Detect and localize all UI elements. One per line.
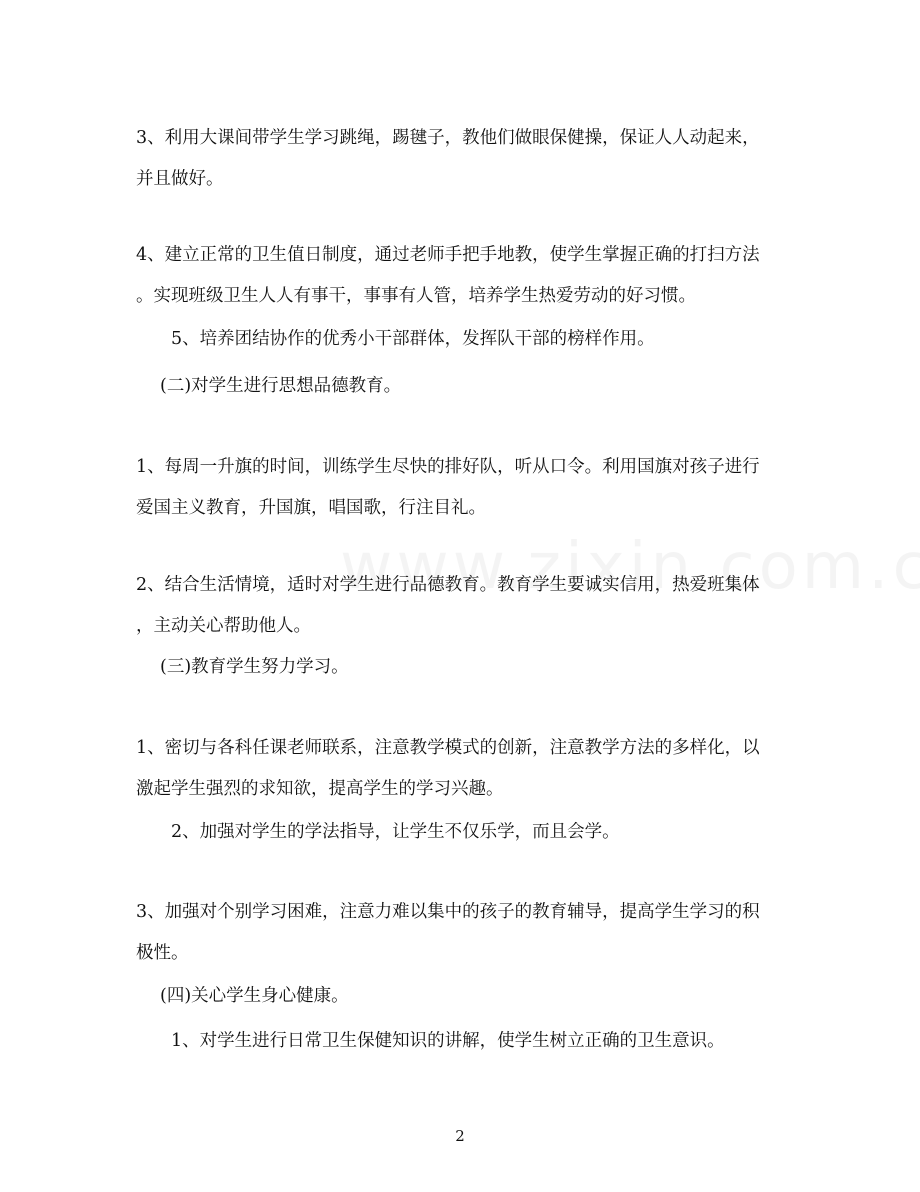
paragraph-line: ，主动关心帮助他人。 [136,616,311,636]
paragraph-line: 激起学生强烈的求知欲，提高学生的学习兴趣。 [136,779,504,799]
paragraph-line: 1、对学生进行日常卫生保健知识的讲解，使学生树立正确的卫生意识。 [171,1031,725,1051]
paragraph-line: 极性。 [136,943,189,963]
paragraph-line: 5、培养团结协作的优秀小干部群体，发挥队干部的榜样作用。 [171,329,655,349]
section-heading: (四)关心学生身心健康。 [160,986,349,1006]
paragraph-line: 1、密切与各科任课老师联系，注意教学模式的创新，注意教学方法的多样化，以 [136,738,760,758]
section-heading: (三)教育学生努力学习。 [160,657,349,677]
paragraph-line: 2、加强对学生的学法指导，让学生不仅乐学，而且会学。 [171,822,620,842]
section-heading: (二)对学生进行思想品德教育。 [160,376,402,396]
paragraph-line: 2、结合生活情境，适时对学生进行品德教育。教育学生要诚实信用，热爱班集体 [136,575,760,595]
page-number: 2 [455,1127,465,1145]
paragraph-line: 4、建立正常的卫生值日制度，通过老师手把手地教，使学生掌握正确的打扫方法 [136,245,760,265]
paragraph-line: 1、每周一升旗的时间，训练学生尽快的排好队，听从口令。利用国旗对孩子进行 [136,457,760,477]
paragraph-line: 。实现班级卫生人人有事干，事事有人管，培养学生热爱劳动的好习惯。 [136,286,696,306]
paragraph-line: 3、利用大课间带学生学习跳绳，踢毽子，教他们做眼保健操，保证人人动起来， [136,128,760,148]
paragraph-line: 3、加强对个别学习困难，注意力难以集中的孩子的教育辅导，提高学生学习的积 [136,902,760,922]
paragraph-line: 爱国主义教育，升国旗，唱国歌，行注目礼。 [136,498,486,518]
paragraph-line: 并且做好。 [136,169,224,189]
